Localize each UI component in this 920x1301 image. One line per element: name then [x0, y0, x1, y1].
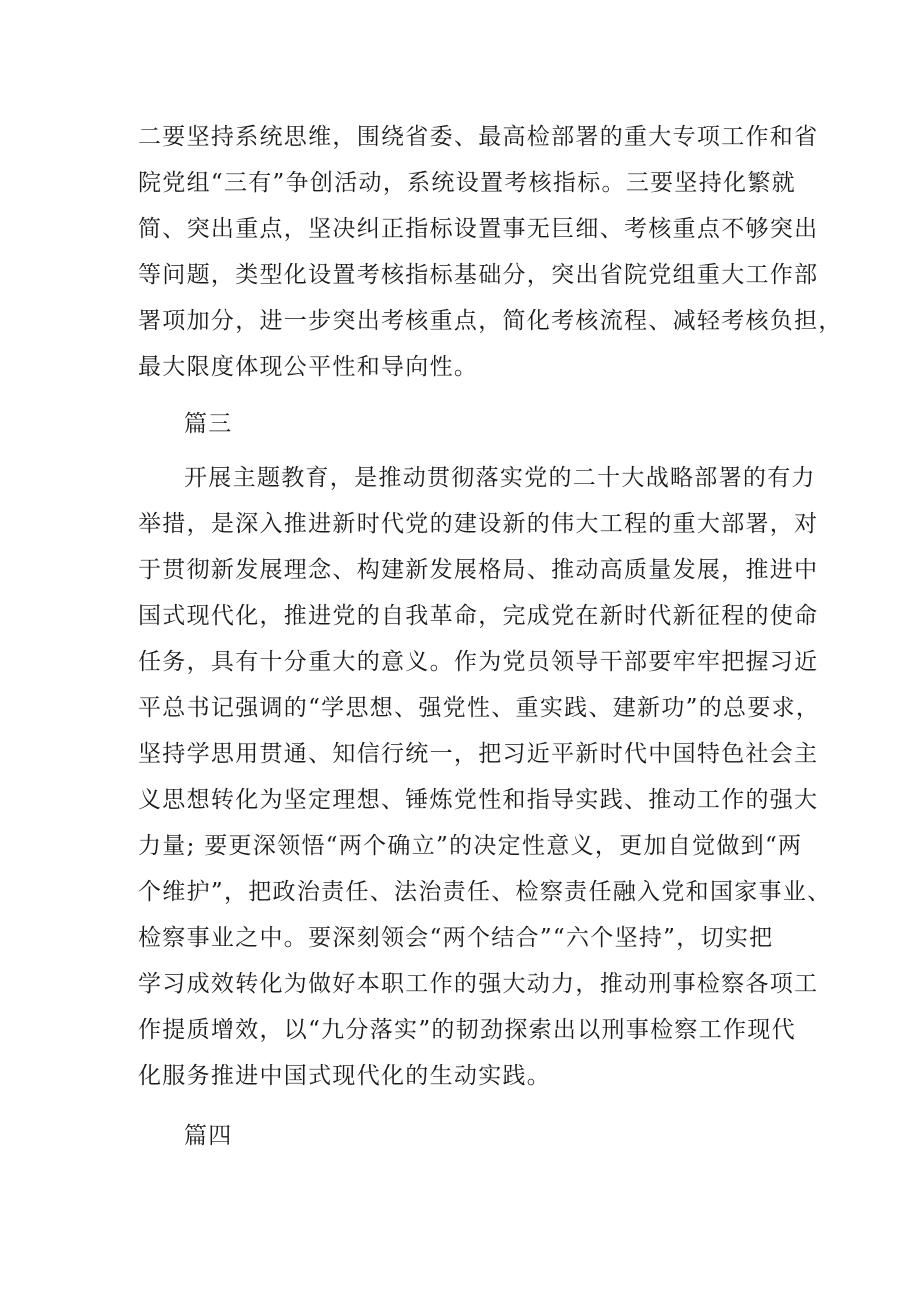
paragraph2-line-10: 个维护”，把政治责任、法治责任、检察责任融入党和国家事业、: [138, 879, 832, 905]
section-heading-3: 篇三: [184, 411, 233, 437]
paragraph2-line-5: 任务，具有十分重大的意义。作为党员领导干部要牢牢把握习近: [138, 649, 819, 675]
paragraph1-line-3: 简、突出重点，坚决纠正指标设置事无巨细、考核重点不够突出: [138, 216, 819, 242]
paragraph2-line-9: 力量; 要更深领悟“两个确立”的决定性意义，更加自觉做到“两: [138, 833, 803, 859]
paragraph2-line-14: 化服务推进中国式现代化的生动实践。: [138, 1063, 552, 1089]
paragraph2-line-12: 学习成效转化为做好本职工作的强大动力，推动刑事检察各项工: [138, 971, 819, 997]
paragraph1-line-6: 最大限度体现公平性和导向性。: [138, 354, 479, 380]
paragraph1-line-1: 二要坚持系统思维，围绕省委、最高检部署的重大专项工作和省: [138, 124, 819, 150]
paragraph1-line-4: 等问题，类型化设置考核指标基础分，突出省院党组重大工作部: [138, 262, 819, 288]
paragraph2-line-6: 平总书记强调的“学思想、强党性、重实践、建新功”的总要求，: [138, 695, 821, 721]
paragraph2-line-11: 检察事业之中。要深刻领会“两个结合”“六个坚持”，切实把: [138, 925, 774, 951]
paragraph2-line-4: 国式现代化，推进党的自我革命，完成党在新时代新征程的使命: [138, 603, 819, 629]
paragraph2-line-8: 义思想转化为坚定理想、锤炼党性和指导实践、推动工作的强大: [138, 787, 819, 813]
section-heading-4: 篇四: [184, 1123, 233, 1149]
paragraph1-line-5: 署项加分，进一步突出考核重点，简化考核流程、减轻考核负担，: [138, 308, 843, 334]
paragraph2-line-13: 作提质增效，以“九分落实”的韧劲探索出以刑事检察工作现代: [138, 1017, 796, 1043]
paragraph2-line-3: 于贯彻新发展理念、构建新发展格局、推动高质量发展，推进中: [138, 557, 819, 583]
paragraph2-line-2: 举措，是深入推进新时代党的建设新的伟大工程的重大部署，对: [138, 511, 819, 537]
paragraph2-line-7: 坚持学思用贯通、知信行统一，把习近平新时代中国特色社会主: [138, 741, 819, 767]
paragraph2-line-1: 开展主题教育，是推动贯彻落实党的二十大战略部署的有力: [184, 465, 816, 491]
paragraph1-line-2: 院党组“三有”争创活动，系统设置考核指标。三要坚持化繁就: [138, 170, 796, 196]
